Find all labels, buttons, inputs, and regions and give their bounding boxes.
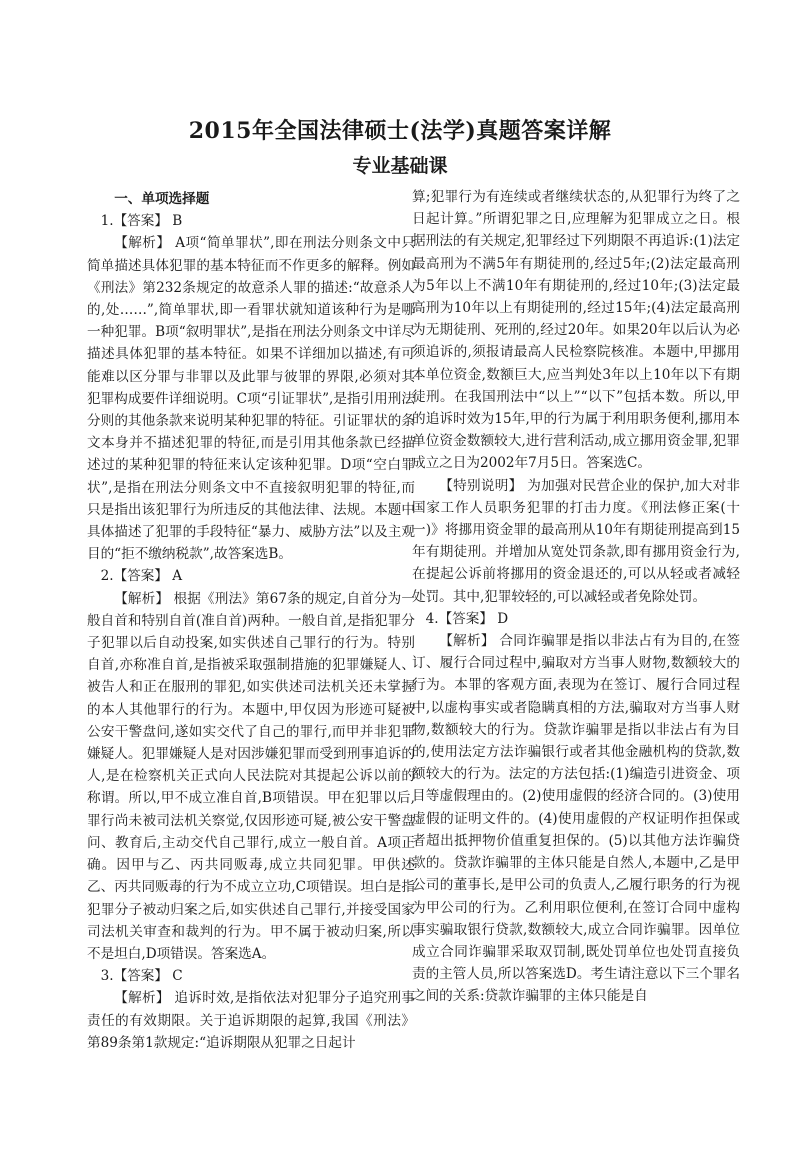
q3-answer: 3.【答案】 C	[100, 968, 183, 985]
special-note: 【特别说明】 为加强对民营企业的保护,加大对非国家工作人员职务犯罪的打击力度。《刑法修正案(十一)》将挪用资金罪的最高刑从10年有期徒刑提高到15年有期徒刑。并增加从宽处罚条款,即有挪用资金行为,在提起公诉前将挪用的资金退还的,可以从轻或者减轻处罚。其中,犯罪较轻的,可以减轻或者免除处罚。	[412, 477, 740, 605]
q4-answer: 4.【答案】 D	[425, 610, 509, 627]
page-subtitle: 专业基础课	[352, 155, 448, 177]
q2-analysis: 【解析】 根据《刑法》第67条的规定,自首分为一般自首和特别自首(准自首)两种。一般自首,是指犯罪分子犯罪以后自动投案,如实供述自己罪行的行为。特别自首,亦称准自首,是指被采取强制措施的犯罪嫌疑人、被告人和正在服刑的罪犯,如实供述司法机关还未掌握的本人其他罪行的行为。本题中,甲仅因为形迹可疑被公安干警盘问,遂如实交代了自己的罪行,而甲并非犯罪嫌疑人。犯罪嫌疑人是对因涉嫌犯罪而受到刑事追诉的人,是在检察机关正式向人民法院对其提起公诉以前的称谓。所以,甲不成立准自首,B项错误。甲在犯罪以后,罪行尚未被司法机关察觉,仅因形迹可疑,被公安干警盘问、教育后,主动交代自己罪行,成立一般自首。A项正确。因甲与乙、丙共同贩毒,成立共同犯罪。甲供述乙、丙共同贩毒的行为不成立立功,C项错误。坦白是指犯罪分子被动归案之后,如实供述自己罪行,并接受国家司法机关审查和裁判的行为。甲不属于被动归案,所以不是坦白,D项错误。答案选A。	[87, 590, 415, 962]
right-column	[412, 186, 740, 1008]
left-column	[87, 188, 415, 1054]
page-title: 2015年全国法律硕士(法学)真题答案详解	[188, 118, 612, 144]
section-heading: 一、单项选择题	[114, 191, 210, 207]
q3-analysis-continued: 算;犯罪行为有连续或者继续状态的,从犯罪行为终了之日起计算。”所谓犯罪之日,应理解为犯罪成立之日。根据刑法的有关规定,犯罪经过下列期限不再追诉:(1)法定最高刑为不满5年有期徒刑的,经过5年;(2)法定最高刑为5年以上不满10年有期徒刑的,经过10年;(3)法定最高刑为10年以上有期徒刑的,经过15年;(4)法定最高刑为无期徒刑、死刑的,经过20年。如果20年以后认为必须追诉的,须报请最高人民检察院核准。本题中,甲挪用本单位资金,数额巨大,应当判处3年以上10年以下有期徒刑。在我国刑法中“以上”“以下”包括本数。所以,甲的追诉时效为15年,甲的行为属于利用职务便利,挪用本单位资金数额较大,进行营利活动,成立挪用资金罪,犯罪成立之日为2002年7月5日。答案选C。	[412, 189, 740, 472]
q3-analysis: 【解析】 追诉时效,是指依法对犯罪分子追究刑事责任的有效期限。关于追诉期限的起算,我国《刑法》第89条第1款规定:“追诉期限从犯罪之日起计	[87, 990, 415, 1051]
q1-answer: 1.【答案】 B	[100, 213, 183, 230]
q4-analysis: 【解析】 合同诈骗罪是指以非法占有为目的,在签订、履行合同过程中,骗取对方当事人财物,数额较大的行为。本罪的客观方面,表现为在签订、履行合同过程中,以虚构事实或者隐瞒真相的方法,骗取对方当事人财物,数额较大的行为。贷款诈骗罪是指以非法占有为目的,使用法定方法诈骗银行或者其他金融机构的贷款,数额较大的行为。法定的方法包括:(1)编造引进资金、项目等虚假理由的。(2)使用虚假的经济合同的。(3)使用虚假的证明文件的。(4)使用虚假的产权证明作担保或者超出抵押物价值重复担保的。(5)以其他方法诈骗贷款的。贷款诈骗罪的主体只能是自然人,本题中,乙是甲公司的董事长,是甲公司的负责人,乙履行职务的行为视为甲公司的行为。乙利用职位便利,在签订合同中虚构事实骗取银行贷款,数额较大,成立合同诈骗罪。因单位成立合同诈骗罪采取双罚制,既处罚单位也处罚直接负责的主管人员,所以答案选D。考生请注意以下三个罪名之间的关系:贷款诈骗罪的主体只能是自	[412, 633, 740, 1005]
q1-analysis: 【解析】 A项“简单罪状”,即在刑法分则条文中只简单描述具体犯罪的基本特征而不作更多的解释。例如《刑法》第232条规定的故意杀人罪的描述:“故意杀人的,处……”,简单罪状,即一看罪状就知道该种行为是哪一种犯罪。B项“叙明罪状”,是指在刑法分则条文中详尽描述具体犯罪的基本特征。如果不详细加以描述,有可能难以区分罪与非罪以及此罪与彼罪的界限,必须对其犯罪构成要件详细说明。C项“引证罪状”,是指引用刑法分则的其他条款来说明某种犯罪的特征。引证罪状的条文本身并不描述犯罪的特征,而是引用其他条款已经描述过的某种犯罪的特征来认定该种犯罪。D项“空白罪状”,是指在刑法分则条文中不直接叙明犯罪的特征,而只是指出该犯罪行为所违反的其他法律、法规。本题中具体描述了犯罪的手段特征“暴力、威胁方法”以及主观目的“拒不缴纳税款”,故答案选B。	[87, 235, 415, 563]
q2-answer: 2.【答案】 A	[100, 568, 183, 585]
